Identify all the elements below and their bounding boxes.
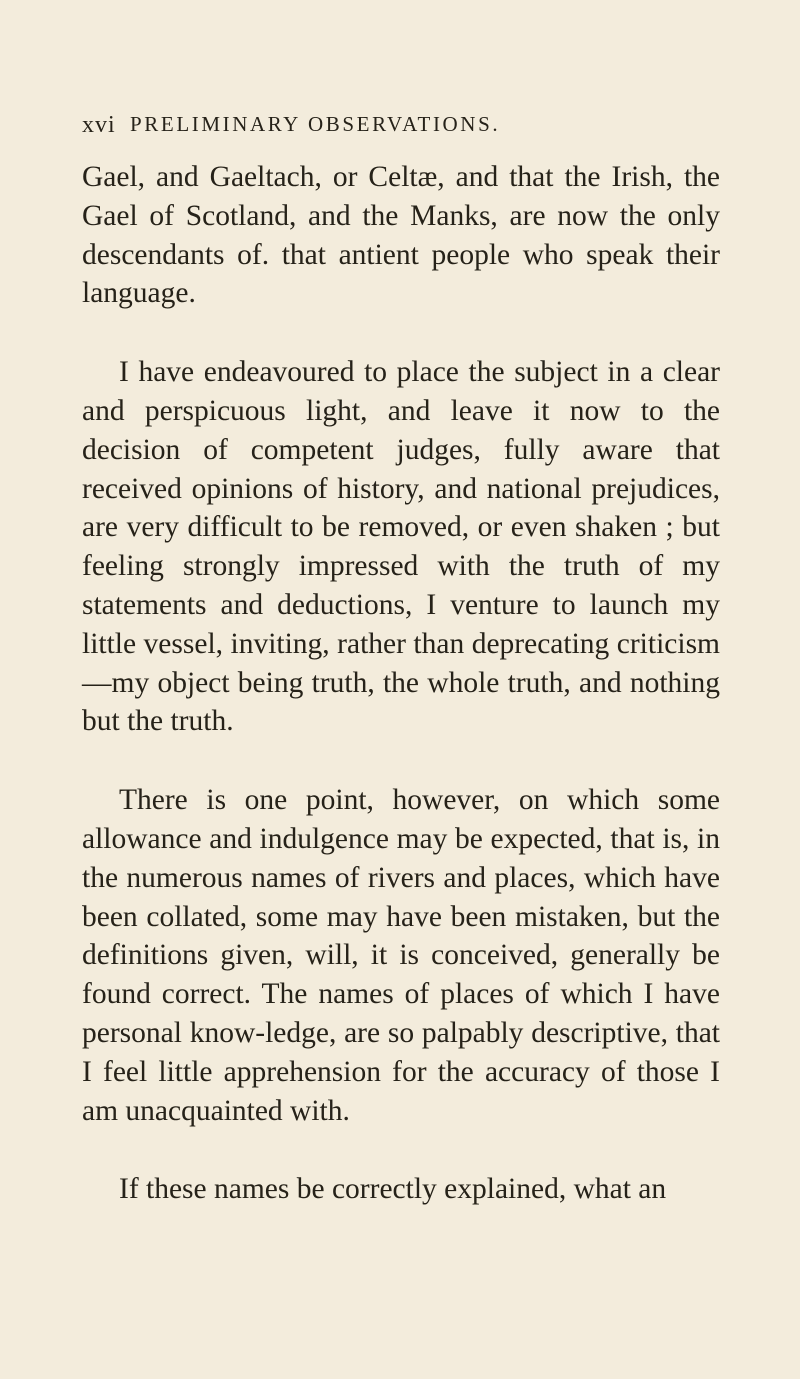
running-head: PRELIMINARY OBSERVATIONS.	[130, 112, 501, 136]
page-number: xvi	[82, 112, 116, 138]
paragraph: There is one point, however, on which some allowance and indulgence may be expected, that is, in the numerous names of rivers and places, which have been collated, some may have been mistaken, but the definitions given, will, it is conceived, generally be found correct. The names of places of which I have personal know-ledge, are so palpably descriptive, that I feel little apprehension for the accuracy of those I am unacquainted with.	[82, 784, 720, 1127]
body-text	[82, 158, 720, 1209]
page-header	[82, 112, 722, 146]
paragraph: I have endeavoured to place the subject in a clear and perspicuous light, and leave it now to the decision of competent judges, fully aware that received opinions of history, and national prejudices, are very difficult to be removed, or even shaken ; but feeling strongly impressed with the truth of my statements and deductions, I venture to launch my little vessel, inviting, rather than deprecating criticism—my object being truth, the whole truth, and nothing but the truth.	[82, 356, 720, 738]
paragraph: If these names be correctly explained, what an	[119, 1173, 667, 1206]
paragraph: Gael, and Gaeltach, or Celtæ, and that the Irish, the Gael of Scotland, and the Manks, are now the only descendants of. that antient people who speak their language.	[82, 161, 720, 310]
